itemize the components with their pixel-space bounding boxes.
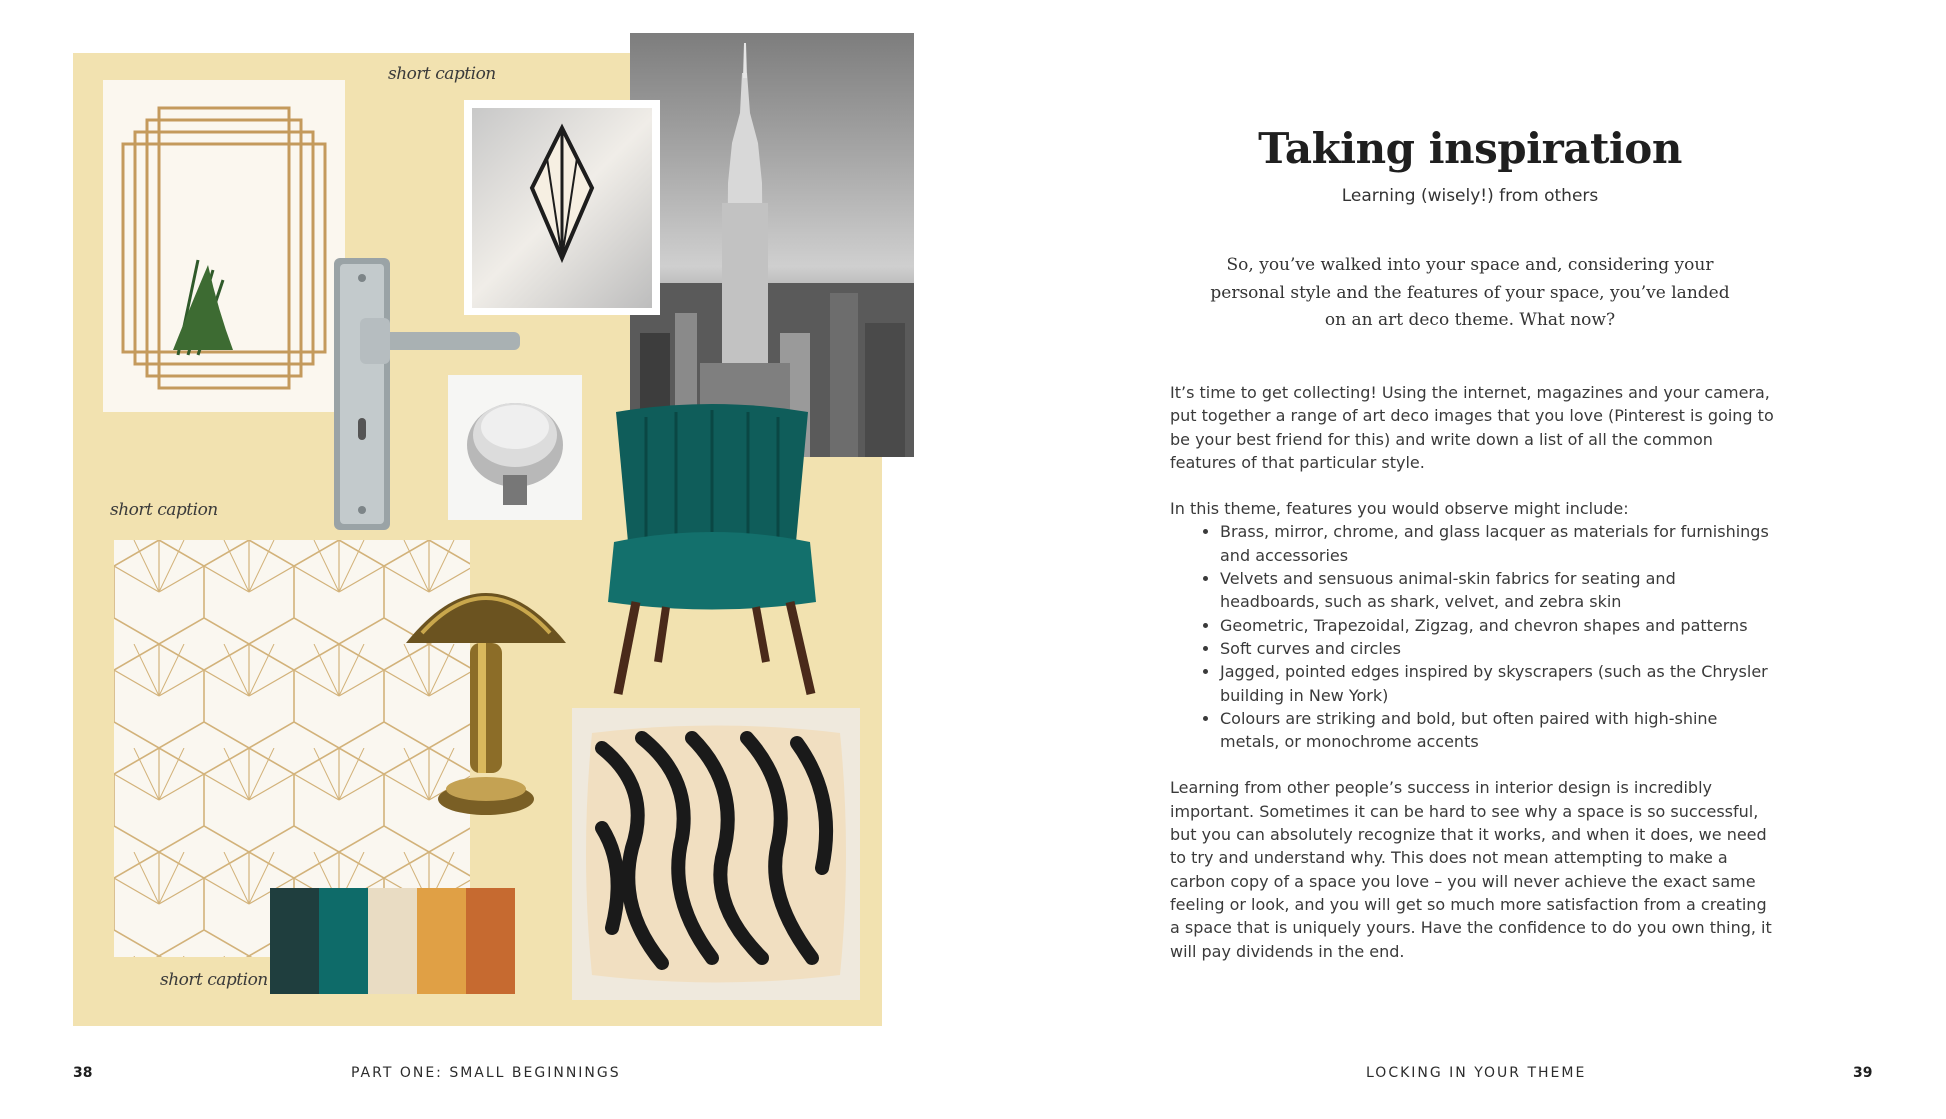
left-page-number: 38 xyxy=(73,1065,93,1081)
swatch-burnt-orange xyxy=(466,888,515,994)
paragraph-learning: Learning from other people’s success in interior design is incredibly important. Sometimes it can be hard to see why a space is so successful, but you can absolutely recognize that it works, and when it does, we need to try and understand why. This does not mean attempting to make a carbon copy of a space you love – you will never achieve the exact same feeling or look, and you will get so much more satisfaction from a creating a space that is uniquely yours. Have the confidence to do you own thing, it will pay dividends in the end. xyxy=(1170,778,1772,961)
teal-velvet-chair-photo xyxy=(606,402,818,698)
brass-mushroom-lamp-photo xyxy=(402,563,570,828)
right-running-footer: LOCKING IN YOUR THEME xyxy=(1366,1065,1587,1081)
feature-item: • Jagged, pointed edges inspired by skyscrapers (such as the Chrysler building in New York) xyxy=(1220,660,1775,707)
moodboard-caption-bottom: short caption xyxy=(160,970,268,990)
zebra-pillow-photo xyxy=(572,708,860,1000)
brass-mirror-photo xyxy=(103,80,345,412)
page-title: Taking inspiration xyxy=(1258,124,1682,173)
body-text xyxy=(1170,381,1775,963)
paragraph-collecting: It’s time to get collecting! Using the internet, magazines and your camera, put together a range of art deco images that you love (Pinterest is going to be your best friend for this) and write down a list of all the common features of that particular style. xyxy=(1170,383,1774,472)
feature-item: • Brass, mirror, chrome, and glass lacquer as materials for furnishings and accessories xyxy=(1220,520,1775,567)
features-list xyxy=(1170,520,1775,753)
left-running-footer: PART ONE: SMALL BEGINNINGS xyxy=(351,1065,621,1081)
features-intro: In this theme, features you would observe might include: xyxy=(1170,499,1629,519)
intro-paragraph: So, you’ve walked into your space and, considering your personal style and the features of your space, you’ve landed on an art deco theme. What now? xyxy=(1210,255,1730,330)
swatch-cream xyxy=(368,888,417,994)
moodboard-caption-middle: short caption xyxy=(110,500,218,520)
swatch-dark-green xyxy=(270,888,319,994)
feature-item: • Geometric, Trapezoidal, Zigzag, and chevron shapes and patterns xyxy=(1220,614,1775,637)
feature-item: • Soft curves and circles xyxy=(1220,637,1775,660)
moodboard-caption-top: short caption xyxy=(388,64,496,84)
swatch-teal xyxy=(319,888,368,994)
sconce-image xyxy=(472,108,652,308)
color-palette-swatches xyxy=(270,888,515,994)
right-page-number: 39 xyxy=(1853,1065,1873,1081)
chrysler-building-photo xyxy=(630,33,914,457)
chrome-knob-photo xyxy=(448,375,582,520)
page-subtitle: Learning (wisely!) from others xyxy=(1341,186,1599,206)
swatch-mustard xyxy=(417,888,466,994)
feature-item: • Colours are striking and bold, but often paired with high-shine metals, or monochrome accents xyxy=(1220,707,1775,754)
feature-item: • Velvets and sensuous animal-skin fabrics for seating and headboards, such as shark, velvet, and zebra skin xyxy=(1220,567,1775,614)
